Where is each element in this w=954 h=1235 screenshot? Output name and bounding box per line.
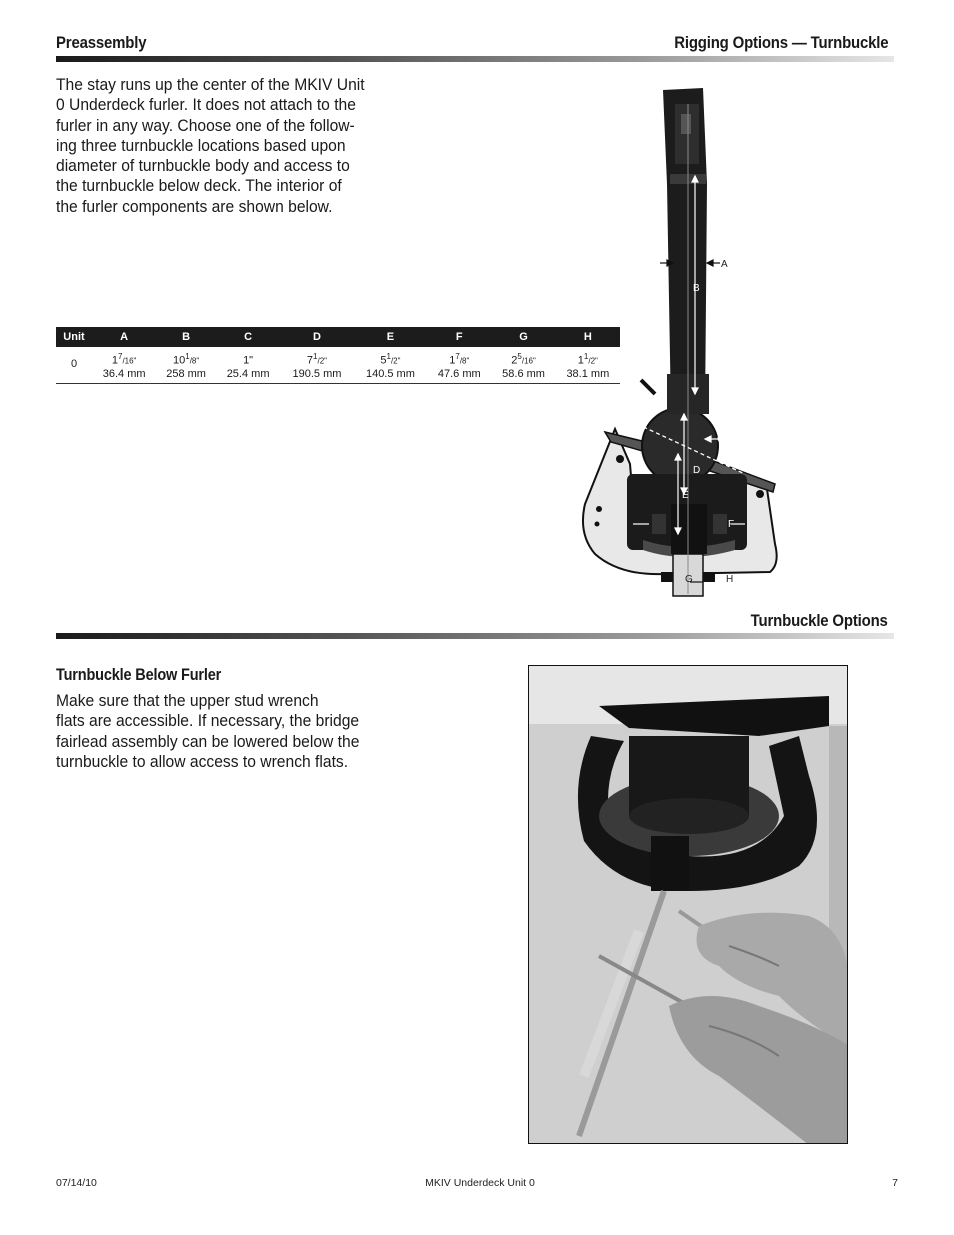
label-c: C — [717, 434, 725, 445]
turnbuckle-photo-illustration — [529, 666, 848, 1144]
intro-line: furler in any way. Choose one of the follow- — [56, 115, 355, 135]
dimension-cell-a — [92, 347, 156, 383]
intro-line: 0 Underdeck furler. It does not attach to the — [56, 95, 356, 115]
paragraph-line: Make sure that the upper stud wrench — [56, 691, 319, 710]
metric-value: 140.5 mm — [365, 367, 415, 380]
header-rule — [56, 56, 894, 62]
label-e: E — [682, 490, 689, 501]
label-h: H — [726, 574, 734, 585]
fraction-denominator: /2" — [317, 356, 327, 366]
dimension-cell-g — [491, 347, 555, 383]
column-header: A — [92, 327, 156, 347]
column-header: F — [427, 327, 491, 347]
fraction-denominator: /2" — [390, 356, 401, 366]
column-header: E — [354, 327, 427, 347]
dimension-table — [56, 327, 620, 384]
fraction-whole: 10 — [173, 354, 186, 367]
intro-line: the turnbuckle below deck. The interior of — [56, 176, 342, 196]
footer-doc-title: MKIV Underdeck Unit 0 — [425, 1177, 535, 1189]
fraction-denominator: /8" — [189, 356, 200, 366]
label-f: F — [728, 519, 735, 530]
fraction-numerator: 1 — [386, 352, 391, 361]
metric-value: 47.6 mm — [437, 367, 481, 380]
intro-line: the furler components are shown below. — [56, 196, 333, 216]
unit-cell: 0 — [56, 347, 92, 383]
column-header: Unit — [56, 327, 92, 347]
metric-value: 190.5 mm — [292, 367, 342, 380]
fraction-whole: 1" — [243, 354, 254, 367]
intro-line: ing three turnbuckle locations based upon — [56, 135, 346, 155]
table-row — [56, 347, 620, 383]
label-a: A — [721, 259, 728, 270]
section-rule — [56, 633, 894, 639]
fraction-denominator: /16" — [521, 356, 536, 366]
fraction-denominator: /8" — [459, 356, 470, 366]
dimension-cell-f — [427, 347, 491, 383]
fraction-denominator: /2" — [588, 356, 598, 366]
fraction-whole: 1 — [449, 354, 456, 367]
dimension-cell-d — [280, 347, 353, 383]
intro-paragraph — [56, 75, 365, 217]
column-header: D — [280, 327, 353, 347]
fraction-whole: 1 — [111, 354, 118, 367]
metric-value: 58.6 mm — [502, 367, 545, 380]
column-header: B — [156, 327, 216, 347]
intro-line: The stay runs up the center of the MKIV Unit — [56, 75, 365, 94]
dimension-cell-e — [354, 347, 427, 383]
dimension-cell-c — [216, 347, 280, 383]
fraction-whole: 7 — [306, 354, 314, 367]
column-header: H — [556, 327, 620, 347]
fraction-numerator: 7 — [117, 352, 123, 361]
footer-date: 07/14/10 — [56, 1177, 97, 1189]
fraction-denominator: /16" — [122, 356, 137, 366]
paragraph-line: flats are accessible. If necessary, the bridge — [56, 711, 360, 731]
footer-page-number: 7 — [892, 1177, 898, 1189]
paragraph-line: turnbuckle to allow access to wrench flats. — [56, 751, 349, 771]
fraction-whole: 2 — [511, 354, 518, 367]
label-g: G — [685, 574, 693, 585]
dimension-cell-b — [156, 347, 216, 383]
section-title-preassembly: Preassembly — [56, 33, 147, 52]
furler-cross-section-diagram — [575, 84, 785, 598]
turnbuckle-photo — [528, 665, 848, 1144]
fraction-numerator: 1 — [313, 352, 318, 361]
metric-value: 258 mm — [166, 367, 206, 380]
intro-line: diameter of turnbuckle body and access to — [56, 156, 350, 176]
label-d: D — [693, 465, 701, 476]
section-title-turnbuckle-options: Turnbuckle Options — [750, 611, 888, 630]
metric-value: 38.1 mm — [566, 367, 610, 380]
fraction-whole: 1 — [577, 354, 584, 367]
table-header-row — [56, 327, 620, 347]
fraction-numerator: 7 — [455, 352, 460, 361]
subsection-title: Turnbuckle Below Furler — [56, 666, 222, 684]
column-header: C — [216, 327, 280, 347]
fraction-whole: 5 — [380, 354, 387, 367]
column-header: G — [491, 327, 555, 347]
label-b: B — [693, 283, 700, 294]
section-title-rigging-options: Rigging Options — Turnbuckle — [673, 33, 888, 52]
fraction-numerator: 1 — [185, 352, 190, 361]
metric-value: 36.4 mm — [102, 367, 146, 380]
metric-value: 25.4 mm — [226, 367, 270, 380]
turnbuckle-below-paragraph — [56, 691, 359, 772]
fraction-numerator: 1 — [583, 352, 589, 361]
paragraph-line: fairlead assembly can be lowered below the — [56, 731, 360, 751]
fraction-numerator: 5 — [517, 352, 522, 361]
